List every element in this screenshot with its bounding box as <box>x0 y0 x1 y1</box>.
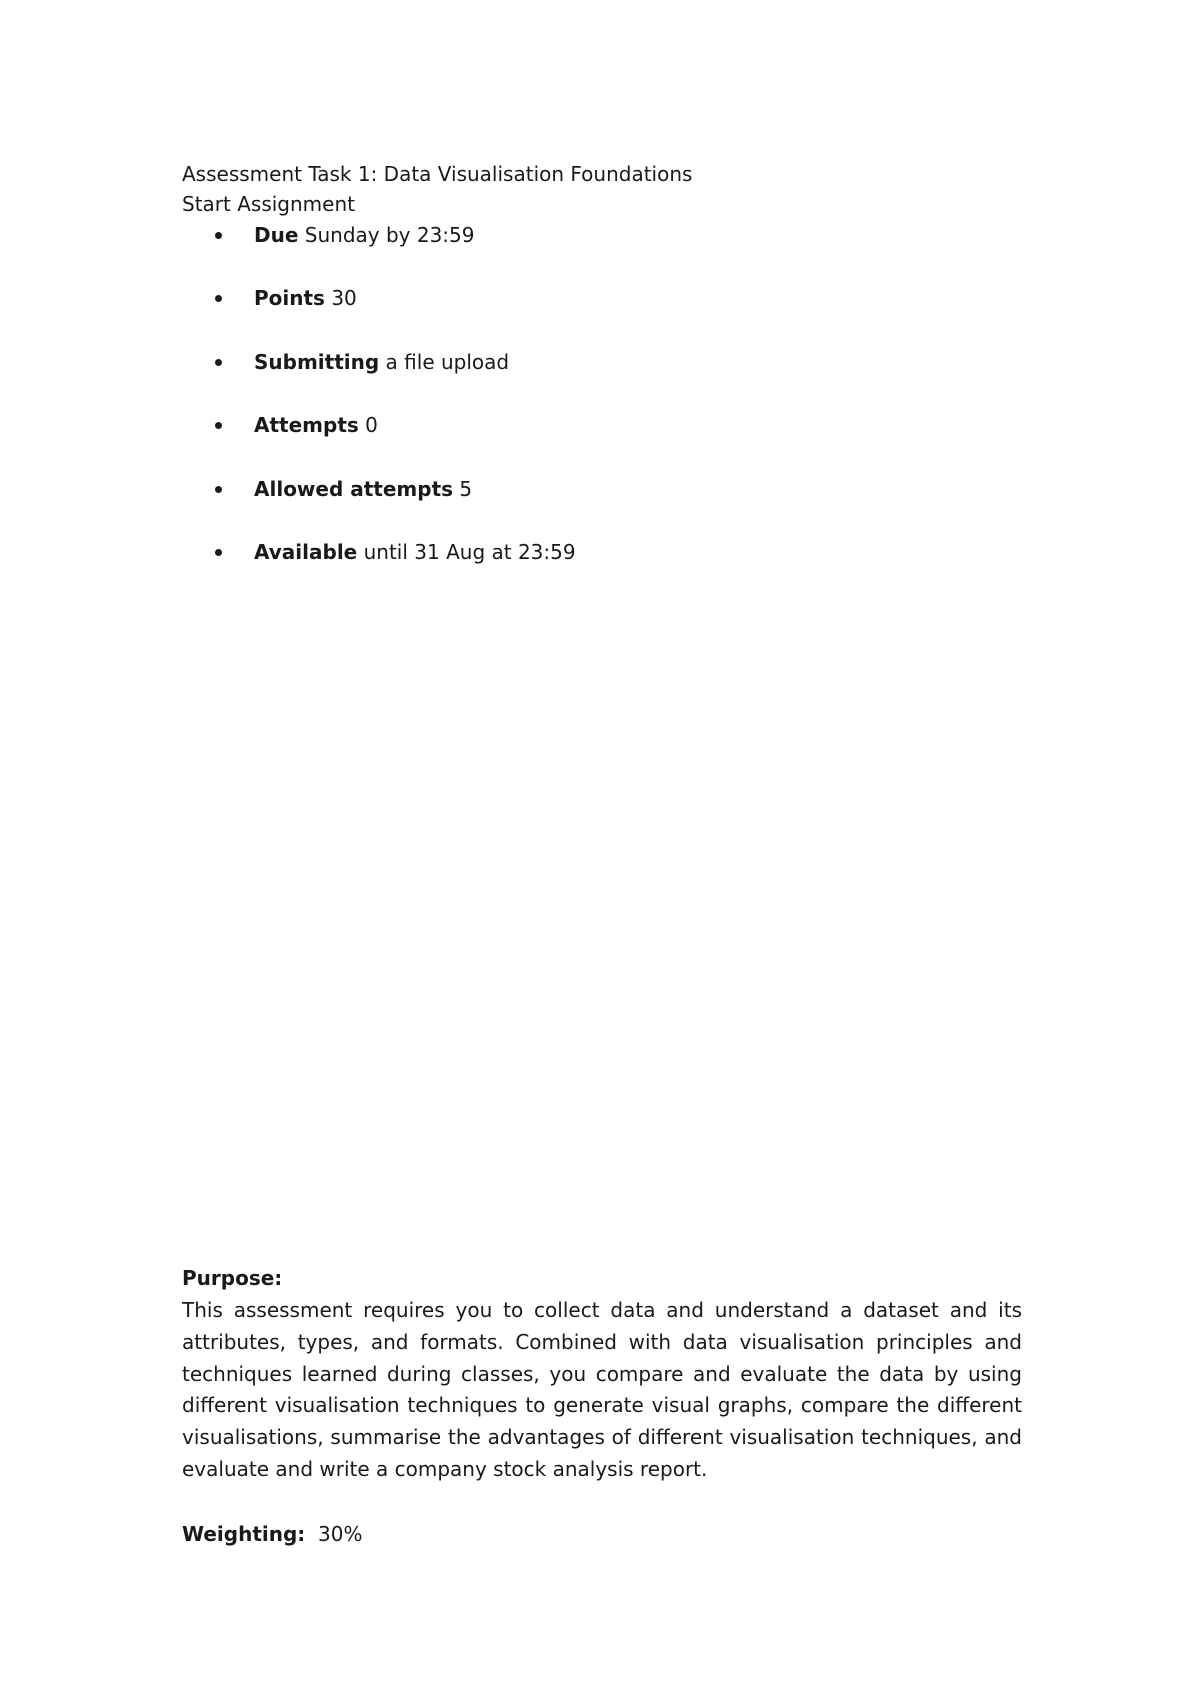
detail-text <box>254 474 472 504</box>
assignment-title: Assessment Task 1: Data Visualisation Foundations <box>182 162 693 186</box>
bullet-icon <box>215 359 222 366</box>
detail-label: Due <box>254 223 299 247</box>
detail-value: a file upload <box>385 349 510 374</box>
bullet-icon <box>215 486 222 493</box>
detail-text <box>254 283 357 313</box>
purpose-heading: Purpose: <box>182 1266 283 1290</box>
bullet-icon <box>215 422 222 429</box>
detail-value: 30 <box>331 286 357 311</box>
detail-label: Submitting <box>254 349 380 374</box>
detail-label: Available <box>254 539 358 564</box>
bullet-icon <box>215 232 222 239</box>
detail-label: Attempts <box>254 413 359 438</box>
detail-label: Allowed attempts <box>254 476 454 501</box>
bullet-icon <box>215 549 222 556</box>
purpose-body: This assessment requires you to collect data and understand a dataset and its attributes, types, and formats. Combined with data visualisation principles and techniques learned during classes, you compare and evaluate the data by using different visualisation techniques to generate visual graphs, compare the different visualisations, summarise the advantages of different visualisation techniques, and evaluate and write a company stock analysis report. <box>182 1298 1022 1481</box>
bullet-icon <box>215 295 222 302</box>
detail-text <box>254 537 576 567</box>
start-assignment-link[interactable]: Start Assignment <box>182 192 355 216</box>
detail-text <box>254 220 474 250</box>
detail-value: 5 <box>459 476 473 501</box>
detail-text <box>254 410 378 440</box>
detail-value: until 31 Aug at 23:59 <box>363 539 576 564</box>
detail-text <box>254 347 509 377</box>
weighting-label: Weighting: <box>182 1522 306 1546</box>
weighting-line <box>182 1519 362 1549</box>
detail-value: 0 <box>365 413 378 438</box>
detail-label: Points <box>254 286 325 311</box>
detail-value: Sunday by 23:59 <box>304 223 475 247</box>
weighting-value: 30% <box>318 1522 363 1546</box>
